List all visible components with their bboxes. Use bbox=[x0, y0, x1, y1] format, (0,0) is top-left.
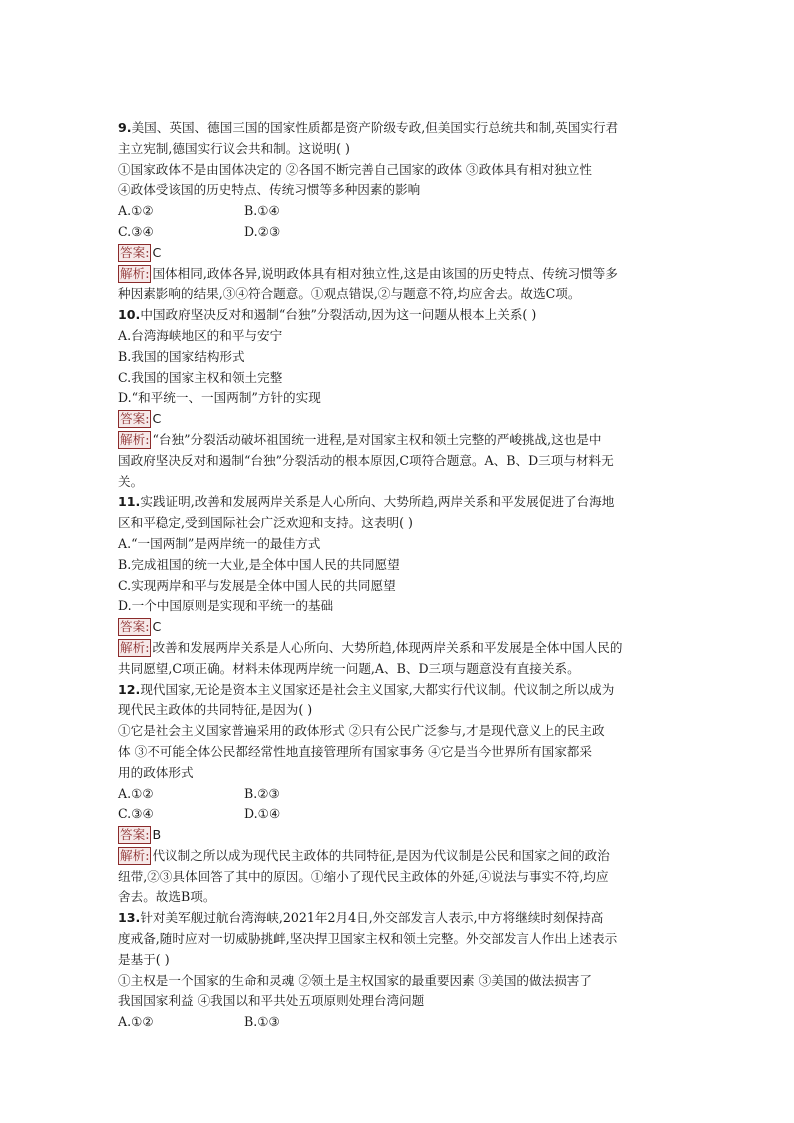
q12-analysis-line-3: 舍去。故选B项。 bbox=[118, 889, 216, 905]
q13-statement-line-1: ①主权是一个国家的生命和灵魂 ②领土是主权国家的最重要因素 ③美国的做法损害了 bbox=[118, 972, 592, 988]
q9-statement-line-2: ④政体受该国的历史特点、传统习惯等多种因素的影响 bbox=[118, 182, 421, 198]
q12-option-d: D.①④ bbox=[244, 806, 281, 822]
analysis-label: 解析: bbox=[120, 431, 150, 447]
q10-option-c: C.我国的国家主权和领土完整 bbox=[118, 369, 283, 385]
analysis-label: 解析: bbox=[120, 639, 150, 655]
q12-analysis-line-2: 纽带,②③具体回答了其中的原因。①缩小了现代民主政体的外延,④说法与事实不符,均应 bbox=[118, 868, 609, 884]
q13-stem-line-3: 是基于( ) bbox=[118, 951, 170, 967]
q9-option-d: D.②③ bbox=[244, 223, 281, 239]
q10-stem: 10.中国政府坚决反对和遏制“台独”分裂活动,因为这一问题从根本上关系( ) bbox=[118, 307, 537, 323]
q13-number: 13. bbox=[118, 910, 141, 926]
q9-options-row-1 bbox=[118, 201, 678, 222]
q11-stem-line-2: 区和平稳定,受到国际社会广泛欢迎和支持。这表明( ) bbox=[118, 515, 413, 531]
answer-label: 答案: bbox=[120, 827, 150, 843]
q10-analysis-line-3: 关。 bbox=[118, 473, 144, 489]
q11-stem-line-1: 11.实践证明,改善和发展两岸关系是人心所向、大势所趋,两岸关系和平发展促进了台海地 bbox=[118, 494, 615, 510]
q9-option-b: B.①④ bbox=[244, 203, 280, 219]
q12-statement-line-2: 体 ③不可能全体公民都经常性地直接管理所有国家事务 ④它是当今世界所有国家都采 bbox=[118, 743, 592, 759]
q13-option-b: B.①③ bbox=[244, 1014, 280, 1030]
q11-answer: 答案: C bbox=[120, 619, 162, 635]
q10-option-a: A.台湾海峡地区的和平与安宁 bbox=[118, 327, 283, 343]
q13-statement-line-2: 我国国家利益 ④我国以和平共处五项原则处理台湾问题 bbox=[118, 993, 425, 1009]
q11-option-b: B.完成祖国的统一大业,是全体中国人民的共同愿望 bbox=[118, 556, 400, 572]
q9-options-row-2 bbox=[118, 222, 678, 243]
answer-label: 答案: bbox=[120, 619, 150, 635]
q10-option-d: D.“和平统一、一国两制”方针的实现 bbox=[118, 390, 321, 406]
q9-analysis-line-1: 解析: 国体相同,政体各异,说明政体具有相对独立性,这是由该国的历史特点、传统习惯等多 bbox=[120, 265, 618, 281]
q11-option-d: D.一个中国原则是实现和平统一的基础 bbox=[118, 598, 334, 614]
analysis-label: 解析: bbox=[120, 265, 150, 281]
q12-answer: 答案: B bbox=[120, 827, 162, 843]
q11-option-c: C.实现两岸和平与发展是全体中国人民的共同愿望 bbox=[118, 577, 396, 593]
q13-option-a: A.①② bbox=[118, 1014, 154, 1030]
answer-label: 答案: bbox=[120, 244, 150, 260]
q9-stem-line-1: 9.美国、英国、德国三国的国家性质都是资产阶级专政,但美国实行总统共和制,英国实行君 bbox=[118, 120, 619, 135]
q9-option-c: C.③④ bbox=[118, 223, 154, 239]
q11-option-a: A.“一国两制”是两岸统一的最佳方式 bbox=[118, 535, 321, 551]
question-page bbox=[118, 118, 678, 1033]
q10-answer: 答案: C bbox=[120, 411, 162, 427]
q11-analysis-line-1: 解析: 改善和发展两岸关系是人心所向、大势所趋,体现两岸关系和平发展是全体中国人民的 bbox=[120, 639, 623, 655]
q12-option-a: A.①② bbox=[118, 785, 154, 801]
q10-option-b: B.我国的国家结构形式 bbox=[118, 348, 245, 364]
q12-stem-line-1: 12.现代国家,无论是资本主义国家还是社会主义国家,大都实行代议制。代议制之所以成为 bbox=[118, 681, 615, 697]
q12-statement-line-1: ①它是社会主义国家普遍采用的政体形式 ②只有公民广泛参与,才是现代意义上的民主政 bbox=[118, 723, 605, 739]
q10-analysis-line-2: 国政府坚决反对和遏制“台独”分裂活动的根本原因,C项符合题意。A、B、D三项与材料无 bbox=[118, 452, 614, 468]
q13-stem-line-1: 13.针对美军舰过航台湾海峡,2021年2月4日,外交部发言人表示,中方将继续时刻保持高 bbox=[118, 910, 604, 926]
q9-statement-line-1: ①国家政体不是由国体决定的 ②各国不断完善自己国家的政体 ③政体具有相对独立性 bbox=[118, 161, 592, 177]
q10-analysis-line-1: 解析: “台独”分裂活动破坏祖国统一进程,是对国家主权和领土完整的严峻挑战,这也是中 bbox=[120, 431, 602, 447]
answer-label: 答案: bbox=[120, 411, 150, 427]
q11-analysis-line-2: 共同愿望,C项正确。材料未体现两岸统一问题,A、B、D三项与题意没有直接关系。 bbox=[118, 660, 580, 676]
q12-option-b: B.②③ bbox=[244, 785, 280, 801]
q12-stem-line-2: 现代民主政体的共同特征,是因为( ) bbox=[118, 702, 313, 718]
q12-number: 12. bbox=[118, 681, 141, 697]
q13-stem-line-2: 度戒备,随时应对一切威胁挑衅,坚决捍卫国家主权和领土完整。外交部发言人作出上述表示 bbox=[118, 931, 618, 947]
q9-option-a: A.①② bbox=[118, 203, 154, 219]
q10-number: 10. bbox=[118, 307, 141, 323]
q9-stem-line-2: 主立宪制,德国实行议会共和制。这说明( ) bbox=[118, 140, 350, 156]
analysis-label: 解析: bbox=[120, 847, 150, 863]
q9-analysis-line-2: 种因素影响的结果,③④符合题意。①观点错误,②与题意不符,均应舍去。故选C项。 bbox=[118, 286, 581, 302]
q9-number: 9. bbox=[118, 120, 132, 135]
q12-options-row-1 bbox=[118, 784, 678, 805]
q11-number: 11. bbox=[118, 494, 141, 510]
q13-options-row-1 bbox=[118, 1012, 678, 1033]
q12-option-c: C.③④ bbox=[118, 806, 154, 822]
q9-answer: 答案: C bbox=[120, 244, 162, 260]
q12-analysis-line-1: 解析: 代议制之所以成为现代民主政体的共同特征,是因为代议制是公民和国家之间的政治 bbox=[120, 847, 610, 863]
q12-statement-line-3: 用的政体形式 bbox=[118, 764, 194, 780]
q12-options-row-2 bbox=[118, 804, 678, 825]
